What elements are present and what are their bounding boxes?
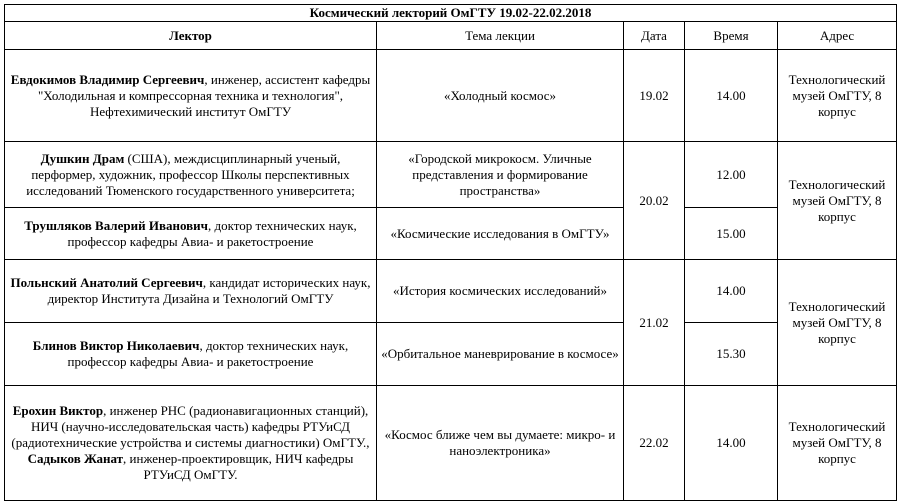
table-title: Космический лекторий ОмГТУ 19.02-22.02.2018 [5, 5, 897, 22]
column-header-lector: Лектор [5, 22, 377, 50]
lector-info: (США), междисциплинарный ученый, перформер, художник, профессор Школы перспективных исследований Тюменского государственного университета; [26, 150, 355, 198]
table-row [5, 208, 897, 260]
table-row [5, 260, 897, 323]
column-header-topic: Тема лекции [377, 22, 624, 50]
table-row [5, 142, 897, 208]
lector-cell [5, 323, 377, 386]
lector-name: Евдокимов Владимир Сергеевич [10, 71, 205, 87]
lector-name-second: Садыков Жанат [27, 451, 124, 466]
date-cell: 20.02 [624, 142, 685, 260]
topic-cell: «Космос ближе чем вы думаете: микро- и наноэлектроника» [377, 386, 624, 501]
address-cell: Технологический музей ОмГТУ, 8 корпус [778, 50, 897, 142]
address-cell: Технологический музей ОмГТУ, 8 корпус [778, 142, 897, 260]
topic-cell: «Городской микрокосм. Уличные представления и формирование пространства» [377, 142, 624, 208]
lector-name: Трушляков Валерий Иванович [24, 217, 208, 233]
topic-cell: «Холодный космос» [377, 50, 624, 142]
time-cell: 14.00 [685, 50, 778, 142]
lector-name: Польнский Анатолий Сергеевич [10, 275, 203, 290]
lector-info: , инженер РНС (радионавигационных станций), НИЧ (научно-исследовательская часть) кафедры РТУиСД (радиотехнические устройства и системы диагностики) ОмГТУ., [11, 403, 370, 450]
date-cell: 19.02 [624, 50, 685, 142]
lector-cell [5, 386, 377, 501]
time-cell: 15.00 [685, 208, 778, 260]
time-cell: 14.00 [685, 386, 778, 501]
lector-cell [5, 260, 377, 323]
time-cell: 12.00 [685, 142, 778, 208]
column-header-date: Дата [624, 22, 685, 50]
lector-info-second: , инженер-проектировщик, НИЧ кафедры РТУиСД ОмГТУ. [123, 451, 354, 482]
time-cell: 14.00 [685, 260, 778, 323]
table-row [5, 386, 897, 501]
date-cell: 21.02 [624, 260, 685, 386]
lector-cell [5, 208, 377, 260]
date-cell: 22.02 [624, 386, 685, 501]
lector-name: Душкин Драм [40, 150, 125, 166]
lector-cell [5, 142, 377, 208]
lector-name: Блинов Виктор Николаевич [32, 338, 200, 353]
lector-info: , доктор технических наук, профессор кафедры Авиа- и ракетостроение [67, 217, 357, 249]
address-cell: Технологический музей ОмГТУ, 8 корпус [778, 260, 897, 386]
topic-cell: «Орбитальное маневрирование в космосе» [377, 323, 624, 386]
lector-name: Ерохин Виктор [12, 403, 104, 418]
lector-info: , инженер, ассистент кафедры "Холодильная и компрессорная техника и технология", Нефтехимический институт ОмГТУ [37, 71, 371, 119]
table-row [5, 50, 897, 142]
table-row [5, 323, 897, 386]
topic-cell: «Космические исследования в ОмГТУ» [377, 208, 624, 260]
address-cell: Технологический музей ОмГТУ, 8 корпус [778, 386, 897, 501]
lector-info: , доктор технических наук, профессор кафедры Авиа- и ракетостроение [67, 338, 349, 369]
topic-cell: «История космических исследований» [377, 260, 624, 323]
time-cell: 15.30 [685, 323, 778, 386]
lector-cell [5, 50, 377, 142]
lector-info: , кандидат исторических наук, директор Института Дизайна и Технологий ОмГТУ [47, 275, 371, 306]
column-header-time: Время [685, 22, 778, 50]
column-header-address: Адрес [778, 22, 897, 50]
lecture-schedule-table [4, 4, 897, 501]
